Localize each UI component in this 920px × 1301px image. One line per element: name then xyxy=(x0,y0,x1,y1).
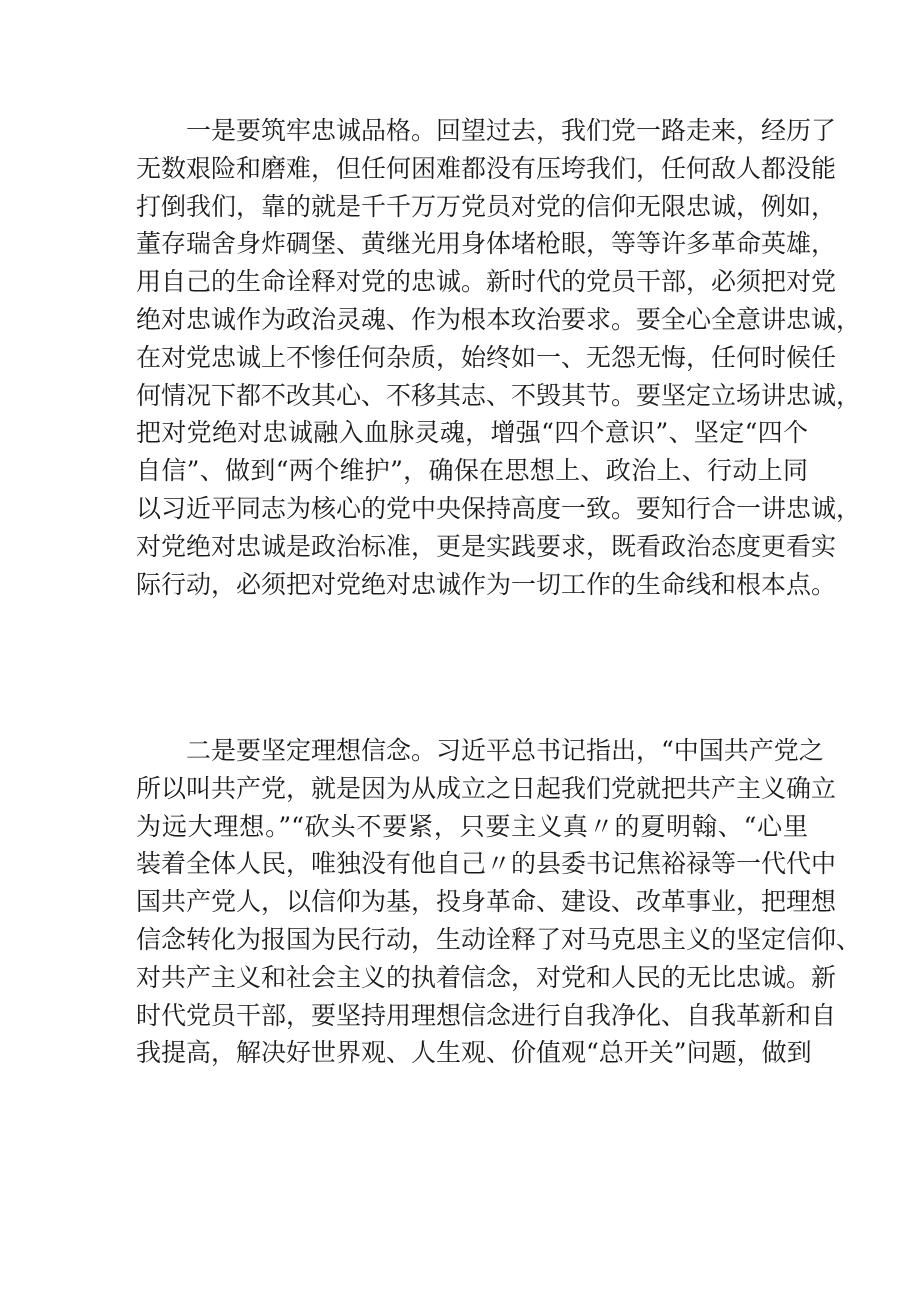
text-line: 用自己的生命诠释对党的忠诚。新时代的党员干部，必须把对党 xyxy=(136,267,837,297)
text-line: 对党绝对忠诚是政治标准，更是实践要求，既看政治态度更看实 xyxy=(136,531,837,561)
text-line: 无数艰险和磨难，但任何困难都没有压垮我们，任何敌人都没能 xyxy=(136,153,837,183)
text-line: 际行动，必须把对党绝对忠诚作为一切工作的生命线和根本点。 xyxy=(136,569,837,599)
text-line: 董存瑞舍身炸碉堡、黄继光用身体堵枪眼，等等许多革命英雄， xyxy=(136,229,837,259)
text-line: 对共产主义和社会主义的执着信念，对党和人民的无比忠诚。新 xyxy=(136,962,837,992)
paragraph-ideals xyxy=(136,732,862,1072)
paragraph-loyalty xyxy=(136,112,862,603)
text-line: 自信”、做到“两个维护”，确保在思想上、政治上、行动上同 xyxy=(136,456,808,486)
text-line: 一是要筑牢忠诚品格。回望过去，我们党一路走来，经历了 xyxy=(186,116,837,145)
text-line: 打倒我们，靠的就是千千万万党员对党的信仰无限忠诚，例如， xyxy=(136,191,837,221)
text-line: 绝对忠诚作为政治灵魂、作为根本玫治要求。要全心全意讲忠诚， xyxy=(136,304,862,334)
text-line: 何情况下都不改其心、不移其志、不毁其节。要坚定立场讲忠诚， xyxy=(136,380,862,410)
text-line: 我提高，解决好世界观、人生观、价值观“总开关”问题，做到 xyxy=(136,1038,812,1068)
text-line: 在对党忠诚上不惨任何杂质，始终如一、无怨无悔，任何时候任 xyxy=(136,342,837,372)
text-line: 国共产党人，以信仰为基，投身革命、建设、改革事业，把理想 xyxy=(136,887,837,917)
text-line: 信念转化为报国为民行动，生动诠释了对马克思主义的坚定信仰、 xyxy=(136,924,862,954)
text-line: 时代党员干部，要坚持用理想信念进行自我净化、自我革新和自 xyxy=(136,1000,837,1030)
text-line: 二是要坚定理想信念。习近平总书记指出，“中国共产党之 xyxy=(186,736,824,765)
text-line: 装着全体人民，唯独没有他自己〃的县委书记焦裕禄等一代代中 xyxy=(136,849,837,879)
text-line: 以习近平同志为核心的党中央保持高度一致。要知行合一讲忠诚， xyxy=(136,493,862,523)
text-line: 为远大理想。”“砍头不要紧，只要主义真〃的夏明翰、“心里 xyxy=(136,811,808,841)
text-line: 把对党绝对忠诚融入血脉灵魂，增强“四个意识”、坚定“四个 xyxy=(136,418,808,448)
text-line: 所以叫共产党，就是因为从成立之日起我们党就把共产主义确立 xyxy=(136,773,837,803)
